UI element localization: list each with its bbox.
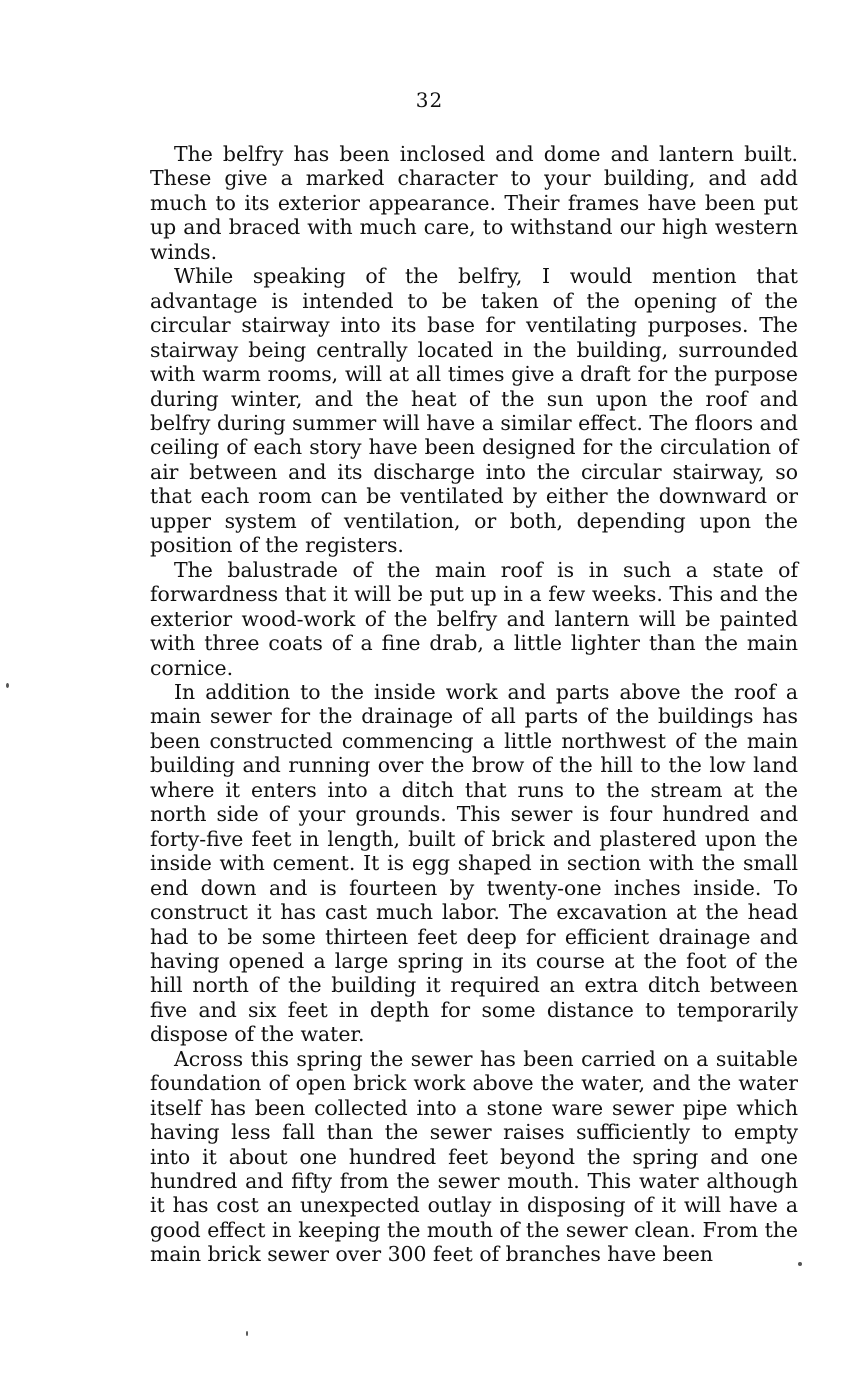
paragraph-text: The balustrade of the main roof is in such a state of forwardness that it will be put up in a few weeks. This and the exterior wood-work of the belfry and lantern will be painted with three coats of a fine drab, a little lighter than the main cornice. [150,557,798,680]
paragraph-text: While speaking of the belfry, I would mention that advantage is intended to be taken of the opening of the circular stairway into its base for ventilating purposes. The stairway being centrally located in the building, surrounded with warm rooms, will at all times give a draft for the purpose during winter, and the heat of the sun upon the roof and belfry during summer will have a similar effect. The floors and ceiling of each story have been designed for the circulation of air between and its discharge into the circular stairway, so that each room can be ventilated by either the downward or upper system of ventilation, or both, depending upon the position of the registers. [150,264,798,558]
paragraph-ventilation [150,264,798,557]
paragraph-balustrade [150,558,798,680]
speck-mark [246,1331,248,1336]
paragraph-text: Across this spring the sewer has been carried on a suitable foundation of open brick work above the water, and the water itself has been collected into a stone ware sewer pipe which having less fall than the sewer raises sufficiently to empty into it about one hundred feet beyond the spring and one hundred and fifty from the sewer mouth. This water although it has cost an unexpected outlay in disposing of it will have a good effect in keeping the mouth of the sewer clean. From the main brick sewer over 300 feet of branches have been [150,1046,798,1267]
paragraph-text: The belfry has been inclosed and dome and lantern built. These give a marked character to your building, and add much to its exterior appearance. Their frames have been put up and braced with much care, to withstand our high western winds. [150,142,798,264]
paragraph-text: In addition to the inside work and parts above the roof a main sewer for the drainage of all parts of the buildings has been constructed commencing a little northwest of the main building and running over the brow of the hill to the low land where it enters into a ditch that runs to the stream at the north side of your grounds. This sewer is four hundred and forty-five feet in length, built of brick and plastered upon the inside with cement. It is egg shaped in section with the small end down and is fourteen by twenty-one inches inside. To construct it has cast much labor. The excavation at the head had to be some thirteen feet deep for efficient drainage and having opened a large spring in its course at the foot of the hill north of the building it required an extra ditch between five and six feet in depth for some distance to temporarily dispose of the water. [150,679,798,1047]
paragraph-sewer [150,680,798,1047]
body-text [150,142,798,1267]
speck-mark [6,683,9,688]
paragraph-spring [150,1047,798,1267]
speck-mark [798,1262,802,1266]
page-number: 32 [415,88,444,112]
paragraph-belfry [150,142,798,264]
